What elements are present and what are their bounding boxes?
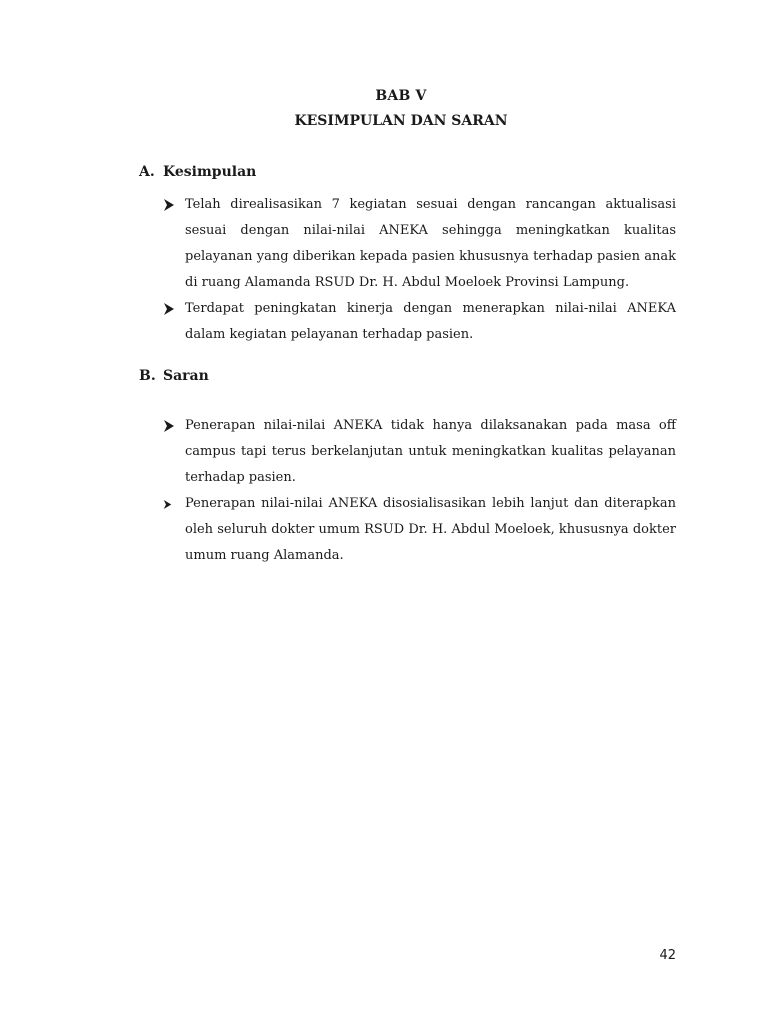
list-item-text: Telah direalisasikan 7 kegiatan sesuai dengan rancangan aktualisasi sesuai dengan nilai-nilai ANEKA sehingga meningkatkan kualitas pelayanan yang diberikan kepada pasien khususnya terhadap pasien anak di ruang Alamanda RSUD Dr. H. Abdul Moeloek Provinsi Lampung. bbox=[185, 197, 676, 290]
section-letter: A. bbox=[139, 164, 155, 180]
list-item bbox=[163, 192, 676, 296]
arrowhead-bullet-icon bbox=[163, 491, 179, 517]
list-item-text: Terdapat peningkatan kinerja dengan menerapkan nilai-nilai ANEKA dalam kegiatan pelayanan terhadap pasien. bbox=[185, 301, 676, 342]
arrowhead-bullet-icon bbox=[163, 192, 179, 218]
section-title: Kesimpulan bbox=[163, 164, 257, 180]
section-letter: B. bbox=[139, 368, 156, 384]
list-item bbox=[163, 413, 676, 491]
chapter-label: BAB V bbox=[375, 88, 427, 104]
saran-list bbox=[163, 413, 676, 569]
chapter-title: KESIMPULAN DAN SARAN bbox=[294, 113, 508, 129]
section-title: Saran bbox=[163, 368, 209, 384]
page-number: 42 bbox=[659, 948, 676, 963]
list-item-text: Penerapan nilai-nilai ANEKA disosialisasikan lebih lanjut dan diterapkan oleh seluruh dokter umum RSUD Dr. H. Abdul Moeloek, khususnya dokter umum ruang Alamanda. bbox=[185, 496, 676, 563]
list-item-text: Penerapan nilai-nilai ANEKA tidak hanya dilaksanakan pada masa off campus tapi terus berkelanjutan untuk meningkatkan kualitas pelayanan terhadap pasien. bbox=[185, 418, 676, 485]
arrowhead-bullet-icon bbox=[163, 413, 179, 439]
arrowhead-bullet-icon bbox=[163, 296, 179, 322]
list-item bbox=[163, 296, 676, 348]
kesimpulan-list bbox=[163, 192, 676, 348]
list-item bbox=[163, 491, 676, 569]
section-heading-kesimpulan bbox=[139, 164, 256, 180]
section-heading-saran bbox=[139, 368, 209, 384]
